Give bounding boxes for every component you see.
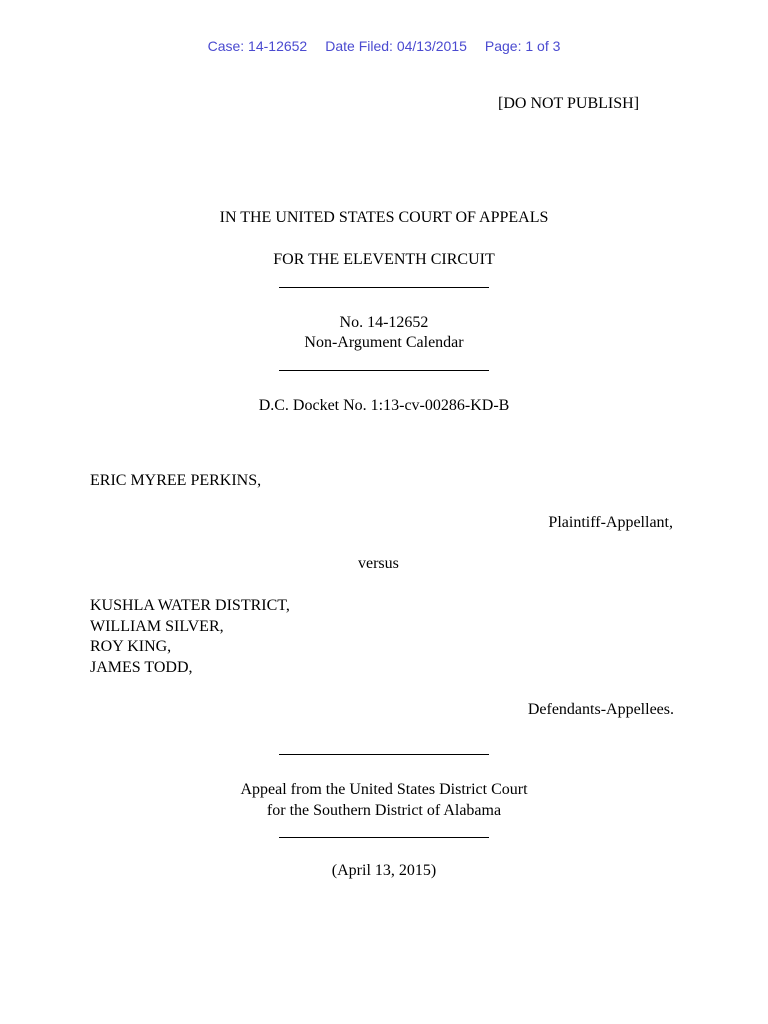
case-number-stamp: Case: 14-12652	[207, 38, 308, 54]
divider-3	[279, 754, 489, 755]
calendar-type: Non-Argument Calendar	[304, 334, 464, 351]
appeal-line2: for the Southern District of Alabama	[266, 802, 502, 819]
versus: versus	[358, 555, 399, 572]
decision-date: (April 13, 2015)	[331, 862, 437, 879]
court-name-line2: FOR THE ELEVENTH CIRCUIT	[273, 251, 495, 268]
defendants-role: Defendants-Appellees.	[527, 701, 674, 718]
plaintiff-name: ERIC MYREE PERKINS,	[90, 472, 262, 489]
divider-1	[279, 287, 489, 288]
date-filed-stamp: Date Filed: 04/13/2015	[325, 38, 467, 54]
case-number: No. 14-12652	[339, 314, 429, 331]
defendant-name: KUSHLA WATER DISTRICT,	[90, 597, 290, 614]
plaintiff-role: Plaintiff-Appellant,	[548, 514, 673, 531]
divider-4	[279, 837, 489, 838]
defendant-name: JAMES TODD,	[90, 659, 193, 676]
page-count-stamp: Page: 1 of 3	[484, 38, 561, 54]
court-name-line1: IN THE UNITED STATES COURT OF APPEALS	[219, 209, 549, 226]
docket-number: D.C. Docket No. 1:13-cv-00286-KD-B	[258, 397, 510, 414]
defendant-name: WILLIAM SILVER,	[90, 618, 224, 635]
appeal-line1: Appeal from the United States District Court	[240, 781, 528, 798]
divider-2	[279, 370, 489, 371]
filing-stamp	[0, 37, 768, 55]
defendant-name: ROY KING,	[90, 638, 172, 655]
publish-notice: [DO NOT PUBLISH]	[498, 95, 640, 112]
